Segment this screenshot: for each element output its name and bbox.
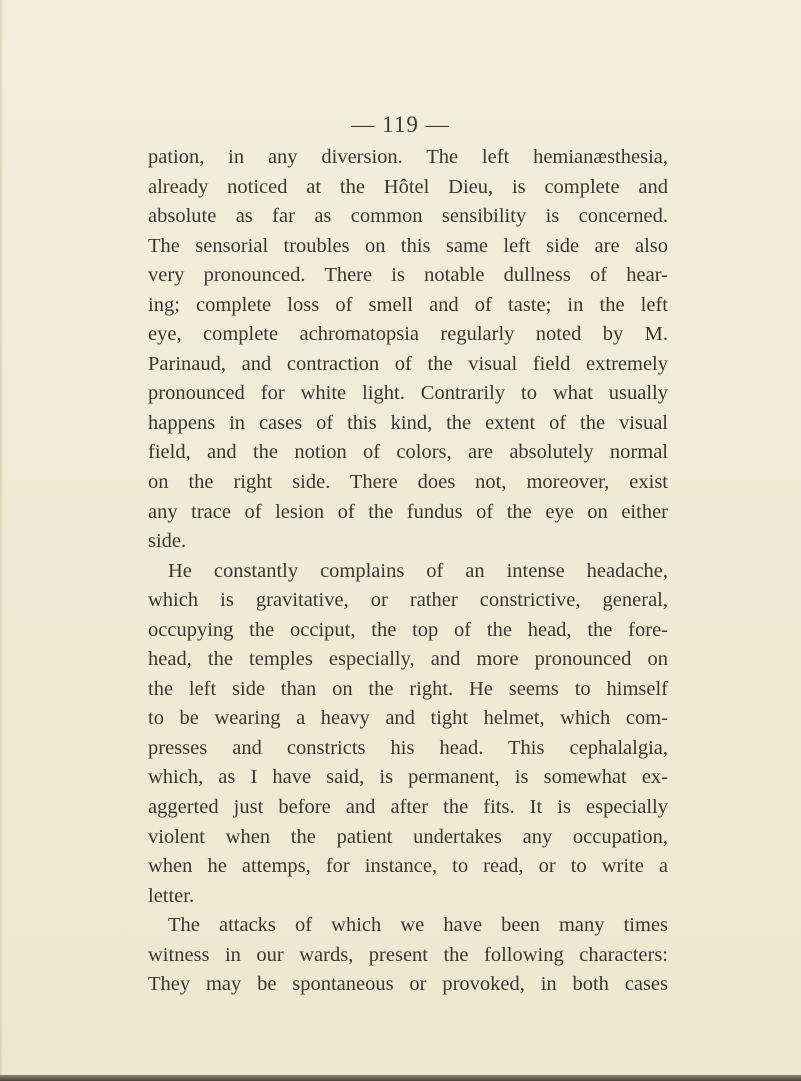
text-line: which, as I have said, is permanent, is somewhat ex- bbox=[148, 766, 668, 789]
text-line: violent when the patient undertakes any occupation, bbox=[148, 825, 668, 848]
text-line: ing; complete loss of smell and of taste; in the left bbox=[148, 293, 668, 316]
text-line: The attacks of which we have been many times bbox=[168, 914, 668, 937]
text-line: They may be spontaneous or provoked, in both cases bbox=[148, 973, 668, 996]
text-line: to be wearing a heavy and tight helmet, which com- bbox=[148, 707, 668, 730]
text-line: presses and constricts his head. This cephalalgia, bbox=[148, 736, 668, 759]
text-line: field, and the notion of colors, are absolutely normal bbox=[148, 441, 668, 464]
page-edge bbox=[0, 0, 3, 1081]
text-line: aggerted just before and after the fits. It is especially bbox=[148, 796, 668, 819]
text-line: witness in our wards, present the following characters: bbox=[148, 943, 668, 966]
page-bottom-edge bbox=[0, 1075, 801, 1081]
text-line: letter. bbox=[148, 884, 195, 907]
page-number: — 119 — bbox=[351, 112, 450, 137]
text-line: The sensorial troubles on this same left side are also bbox=[148, 234, 668, 257]
text-line: happens in cases of this kind, the extent of the visual bbox=[148, 411, 668, 434]
text-line: the left side than on the right. He seems to himself bbox=[148, 677, 668, 700]
text-line: very pronounced. There is notable dullness of hear- bbox=[148, 264, 668, 287]
text-line: already noticed at the Hôtel Dieu, is complete and bbox=[148, 175, 668, 198]
text-line: occupying the occiput, the top of the head, the fore- bbox=[148, 618, 668, 641]
text-line: pation, in any diversion. The left hemianæsthesia, bbox=[148, 146, 668, 168]
text-line: pronounced for white light. Contrarily to what usually bbox=[148, 382, 668, 405]
text-line: Parinaud, and contraction of the visual field extremely bbox=[148, 352, 668, 375]
body-text bbox=[148, 143, 668, 1000]
text-line: absolute as far as common sensibility is concerned. bbox=[148, 205, 668, 228]
text-line: eye, complete achromatopsia regularly noted by M. bbox=[148, 323, 668, 346]
text-line: which is gravitative, or rather constrictive, general, bbox=[148, 589, 668, 612]
text-line: any trace of lesion of the fundus of the eye on either bbox=[148, 500, 668, 523]
text-line: side. bbox=[148, 530, 187, 553]
text-line: He constantly complains of an intense headache, bbox=[168, 559, 668, 582]
text-line: on the right side. There does not, moreover, exist bbox=[148, 471, 668, 494]
text-line: head, the temples especially, and more pronounced on bbox=[148, 648, 668, 671]
text-line: when he attemps, for instance, to read, or to write a bbox=[148, 855, 668, 878]
